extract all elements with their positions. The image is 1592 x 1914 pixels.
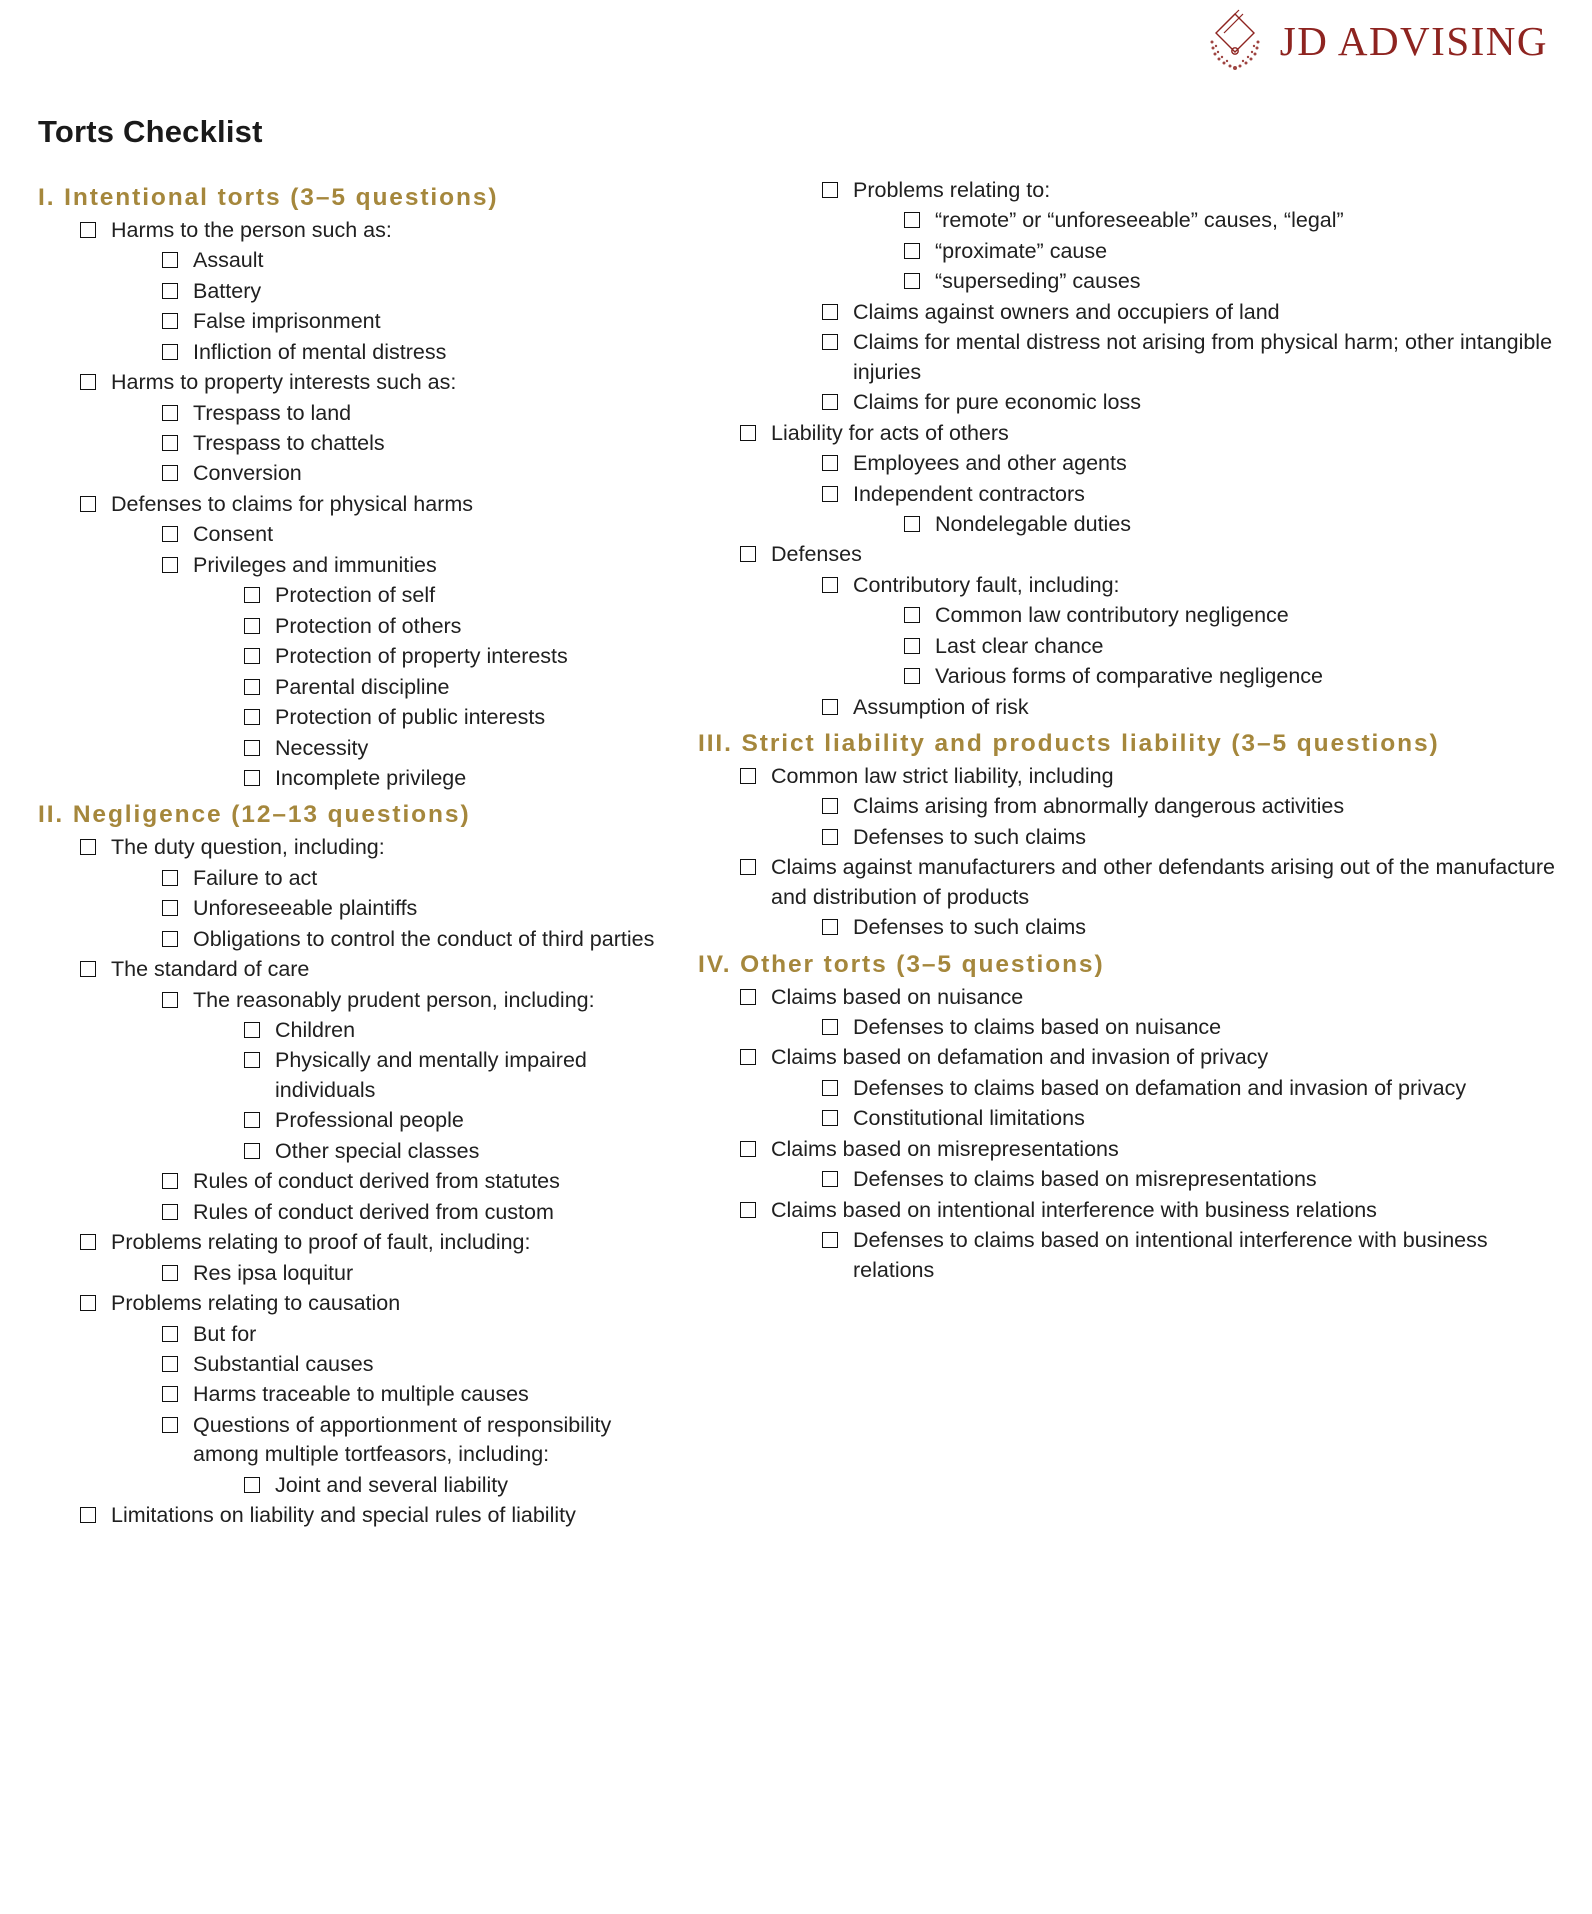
checkbox-unchecked-icon[interactable] bbox=[740, 1049, 756, 1065]
checkbox-unchecked-icon[interactable] bbox=[80, 496, 96, 512]
checkbox-unchecked-icon[interactable] bbox=[740, 425, 756, 441]
checklist-item[interactable] bbox=[822, 823, 1558, 852]
checklist-item[interactable] bbox=[244, 1016, 680, 1045]
checklist-item-label: Rules of conduct derived from statutes bbox=[193, 1169, 560, 1194]
checklist-item[interactable] bbox=[904, 632, 1558, 661]
checkbox-unchecked-icon[interactable] bbox=[162, 313, 178, 329]
checklist-item[interactable] bbox=[244, 642, 680, 671]
checklist-item-label: Defenses to claims for physical harms bbox=[111, 491, 474, 516]
checkbox-unchecked-icon[interactable] bbox=[162, 405, 178, 421]
checklist-item[interactable] bbox=[162, 307, 680, 336]
checklist-item[interactable] bbox=[80, 368, 680, 397]
checkbox-unchecked-icon[interactable] bbox=[80, 961, 96, 977]
checkbox-unchecked-icon[interactable] bbox=[244, 1477, 260, 1493]
checkbox-unchecked-icon[interactable] bbox=[162, 252, 178, 268]
checklist-item[interactable] bbox=[244, 764, 680, 793]
checklist-item[interactable] bbox=[822, 176, 1558, 205]
checkbox-unchecked-icon[interactable] bbox=[904, 243, 920, 259]
checklist-item[interactable] bbox=[80, 1228, 680, 1257]
checklist-item[interactable] bbox=[822, 1104, 1558, 1133]
checklist-item[interactable] bbox=[162, 429, 680, 458]
checkbox-unchecked-icon[interactable] bbox=[740, 989, 756, 1005]
checklist-item[interactable] bbox=[822, 298, 1558, 327]
checkbox-unchecked-icon[interactable] bbox=[244, 1143, 260, 1159]
checklist-item[interactable] bbox=[162, 1380, 680, 1409]
checklist-item-label: Trespass to chattels bbox=[193, 431, 385, 456]
checklist-item[interactable] bbox=[740, 983, 1558, 1012]
checkbox-unchecked-icon[interactable] bbox=[80, 222, 96, 238]
checklist-column-right bbox=[690, 176, 1592, 1286]
checklist-item[interactable] bbox=[244, 673, 680, 702]
checklist-item-label: Protection of property interests bbox=[275, 644, 568, 669]
checklist-item-label: Rules of conduct derived from custom bbox=[193, 1199, 554, 1224]
checkbox-unchecked-icon[interactable] bbox=[740, 1141, 756, 1157]
checkbox-unchecked-icon[interactable] bbox=[822, 1232, 838, 1248]
checklist-item-label: Questions of apportionment of responsibility among multiple tortfeasors, including: bbox=[193, 1412, 612, 1467]
checklist-item[interactable] bbox=[162, 925, 680, 954]
page-title: Torts Checklist bbox=[38, 114, 263, 149]
checklist-item[interactable] bbox=[822, 792, 1558, 821]
checklist-item-label: Claims based on intentional interference with business relations bbox=[771, 1197, 1377, 1222]
checklist-item-label: Claims based on misrepresentations bbox=[771, 1136, 1119, 1161]
checklist-item-label: Joint and several liability bbox=[275, 1472, 509, 1497]
checklist-item-label: Nondelegable duties bbox=[935, 511, 1132, 536]
checkbox-unchecked-icon[interactable] bbox=[162, 900, 178, 916]
checkbox-unchecked-icon[interactable] bbox=[244, 770, 260, 786]
checklist-item[interactable] bbox=[244, 1471, 680, 1500]
checkbox-unchecked-icon[interactable] bbox=[822, 394, 838, 410]
checklist-item-label: Defenses to claims based on defamation and invasion of privacy bbox=[853, 1075, 1467, 1100]
checklist-item[interactable] bbox=[244, 612, 680, 641]
checkbox-unchecked-icon[interactable] bbox=[162, 870, 178, 886]
checklist-item-label: “proximate” cause bbox=[935, 238, 1108, 263]
checklist-item[interactable] bbox=[822, 480, 1558, 509]
checklist-item-label: Infliction of mental distress bbox=[193, 339, 447, 364]
checklist-item-label: Protection of self bbox=[275, 583, 436, 608]
checkbox-unchecked-icon[interactable] bbox=[822, 1080, 838, 1096]
checklist-item[interactable] bbox=[740, 1135, 1558, 1164]
checklist-item-label: Battery bbox=[193, 278, 262, 303]
checklist-item[interactable] bbox=[740, 853, 1558, 912]
checkbox-unchecked-icon[interactable] bbox=[822, 334, 838, 350]
checklist-item-label: Employees and other agents bbox=[853, 451, 1127, 476]
checkbox-unchecked-icon[interactable] bbox=[822, 182, 838, 198]
checklist-item-label: Claims against owners and occupiers of land bbox=[853, 299, 1280, 324]
section-heading-ii-negligence-12-13-questions: II. Negligence (12–13 questions) bbox=[38, 801, 471, 829]
checklist-item-label: Failure to act bbox=[193, 865, 318, 890]
checklist-item-label: Assumption of risk bbox=[853, 694, 1029, 719]
checklist-item[interactable] bbox=[740, 419, 1558, 448]
checkbox-unchecked-icon[interactable] bbox=[244, 1022, 260, 1038]
checkbox-unchecked-icon[interactable] bbox=[162, 465, 178, 481]
checklist-item-label: “superseding” causes bbox=[935, 269, 1141, 294]
checklist-item-label: Common law contributory negligence bbox=[935, 603, 1289, 628]
checklist-item-label: Claims based on defamation and invasion of privacy bbox=[771, 1045, 1269, 1070]
checklist-item-label: Physically and mentally impaired individuals bbox=[275, 1048, 587, 1102]
checklist-item-label: Contributory fault, including: bbox=[853, 572, 1120, 597]
checklist-item-label: Defenses to claims based on misrepresentations bbox=[853, 1167, 1317, 1192]
section-heading-iv-other-torts-3-5-questions: IV. Other torts (3–5 questions) bbox=[698, 950, 1105, 978]
checkbox-unchecked-icon[interactable] bbox=[244, 587, 260, 603]
checklist-item[interactable] bbox=[162, 1259, 680, 1288]
checkbox-unchecked-icon[interactable] bbox=[904, 668, 920, 684]
checklist-item[interactable] bbox=[740, 762, 1558, 791]
checklist-item-label: Problems relating to causation bbox=[111, 1291, 401, 1316]
checklist-item-label: Claims for pure economic loss bbox=[853, 390, 1141, 415]
checklist-item[interactable] bbox=[822, 1013, 1558, 1042]
checklist-item[interactable] bbox=[904, 662, 1558, 691]
checkbox-unchecked-icon[interactable] bbox=[80, 1507, 96, 1523]
checklist-item[interactable] bbox=[162, 1411, 680, 1470]
checkbox-unchecked-icon[interactable] bbox=[822, 486, 838, 502]
checklist-item-label: Trespass to land bbox=[193, 400, 352, 425]
checklist-item[interactable] bbox=[80, 833, 680, 862]
checklist-item-label: The standard of care bbox=[111, 957, 310, 982]
checklist-item[interactable] bbox=[80, 1289, 680, 1318]
checklist-item[interactable] bbox=[162, 399, 680, 428]
checklist-item-label: False imprisonment bbox=[193, 309, 381, 334]
checklist-item-label: Res ipsa loquitur bbox=[193, 1260, 354, 1285]
checklist-item[interactable] bbox=[904, 206, 1558, 235]
checkbox-unchecked-icon[interactable] bbox=[904, 607, 920, 623]
checklist-item[interactable] bbox=[822, 693, 1558, 722]
checklist-item[interactable] bbox=[244, 581, 680, 610]
checklist-item-label: Independent contractors bbox=[853, 481, 1085, 506]
checkbox-unchecked-icon[interactable] bbox=[822, 798, 838, 814]
checklist-item[interactable] bbox=[904, 601, 1558, 630]
checkbox-unchecked-icon[interactable] bbox=[822, 1171, 838, 1187]
checklist-item[interactable] bbox=[162, 1350, 680, 1379]
checklist-item-label: Incomplete privilege bbox=[275, 766, 467, 790]
checkbox-unchecked-icon[interactable] bbox=[162, 435, 178, 451]
checklist-item[interactable] bbox=[162, 277, 680, 306]
checkbox-unchecked-icon[interactable] bbox=[904, 273, 920, 289]
checklist-item-label: Common law strict liability, including bbox=[771, 764, 1114, 788]
checklist-item[interactable] bbox=[244, 1046, 680, 1105]
checklist-item[interactable] bbox=[740, 540, 1558, 569]
checklist-item[interactable] bbox=[162, 1198, 680, 1227]
checklist-item-label: The reasonably prudent person, including: bbox=[193, 987, 595, 1012]
checklist-item-label: Defenses to claims based on nuisance bbox=[853, 1015, 1222, 1040]
checkbox-unchecked-icon[interactable] bbox=[904, 516, 920, 532]
checklist-item[interactable] bbox=[244, 1137, 680, 1166]
checklist-item-label: The duty question, including: bbox=[111, 835, 385, 860]
checklist-item[interactable] bbox=[904, 510, 1558, 539]
checklist-item-label: Harms to the person such as: bbox=[111, 217, 392, 242]
checklist-item[interactable] bbox=[162, 864, 680, 893]
checklist-item[interactable] bbox=[740, 1043, 1558, 1072]
checklist-columns bbox=[0, 176, 1592, 1532]
checklist-item[interactable] bbox=[822, 1074, 1558, 1103]
checkbox-unchecked-icon[interactable] bbox=[904, 212, 920, 228]
scroll-diamond-laurel-icon bbox=[1204, 8, 1266, 74]
checklist-item-label: Unforeseeable plaintiffs bbox=[193, 896, 418, 921]
checklist-item-label: Conversion bbox=[193, 461, 302, 486]
brand-wordmark: JD ADVISING bbox=[1279, 17, 1548, 64]
checklist-item[interactable] bbox=[822, 913, 1558, 942]
checklist-item-label: Other special classes bbox=[275, 1138, 480, 1163]
checkbox-unchecked-icon[interactable] bbox=[162, 1173, 178, 1189]
checkbox-unchecked-icon[interactable] bbox=[162, 1356, 178, 1372]
checklist-item[interactable] bbox=[162, 459, 680, 488]
checklist-item[interactable] bbox=[80, 955, 680, 984]
checkbox-unchecked-icon[interactable] bbox=[244, 679, 260, 695]
checkbox-unchecked-icon[interactable] bbox=[244, 709, 260, 725]
checkbox-unchecked-icon[interactable] bbox=[244, 618, 260, 634]
checklist-item[interactable] bbox=[822, 1165, 1558, 1194]
checklist-item[interactable] bbox=[162, 986, 680, 1015]
checklist-item-label: Defenses bbox=[771, 542, 862, 567]
checklist-item[interactable] bbox=[80, 1501, 680, 1530]
checkbox-unchecked-icon[interactable] bbox=[244, 740, 260, 756]
checkbox-unchecked-icon[interactable] bbox=[162, 992, 178, 1008]
checklist-item-label: Substantial causes bbox=[193, 1352, 374, 1376]
checklist-item[interactable] bbox=[244, 703, 680, 732]
checklist-item[interactable] bbox=[162, 1167, 680, 1196]
checklist-item-label: Assault bbox=[193, 248, 264, 273]
checkbox-unchecked-icon[interactable] bbox=[740, 546, 756, 562]
checkbox-unchecked-icon[interactable] bbox=[162, 557, 178, 573]
checkbox-unchecked-icon[interactable] bbox=[740, 859, 756, 875]
checklist-item-label: Children bbox=[275, 1018, 356, 1043]
checkbox-unchecked-icon[interactable] bbox=[740, 768, 756, 784]
checklist-item-label: Obligations to control the conduct of third parties bbox=[193, 926, 655, 951]
checklist-item-label: Problems relating to proof of fault, including: bbox=[111, 1230, 531, 1255]
checklist-item[interactable] bbox=[162, 338, 680, 367]
checklist-item-label: Professional people bbox=[275, 1108, 464, 1133]
checkbox-unchecked-icon[interactable] bbox=[80, 1295, 96, 1311]
checkbox-unchecked-icon[interactable] bbox=[822, 304, 838, 320]
checklist-column-left bbox=[0, 176, 690, 1532]
checklist-item[interactable] bbox=[162, 894, 680, 923]
checklist-item[interactable] bbox=[904, 237, 1558, 266]
checkbox-unchecked-icon[interactable] bbox=[162, 526, 178, 542]
checkbox-unchecked-icon[interactable] bbox=[162, 1386, 178, 1402]
checklist-item-label: Necessity bbox=[275, 735, 369, 760]
checklist-item-label: Defenses to claims based on intentional interference with business relations bbox=[853, 1228, 1488, 1282]
checkbox-unchecked-icon[interactable] bbox=[904, 638, 920, 654]
checklist-item[interactable] bbox=[162, 520, 680, 549]
checkbox-unchecked-icon[interactable] bbox=[822, 1019, 838, 1035]
checklist-item[interactable] bbox=[162, 246, 680, 275]
checklist-item-label: Parental discipline bbox=[275, 674, 450, 699]
checklist-item-label: But for bbox=[193, 1321, 257, 1346]
checklist-item-label: Last clear chance bbox=[935, 633, 1104, 658]
checklist-item-label: Defenses to such claims bbox=[853, 824, 1087, 849]
checkbox-unchecked-icon[interactable] bbox=[80, 374, 96, 390]
checklist-item-label: Harms to property interests such as: bbox=[111, 370, 457, 395]
checkbox-unchecked-icon[interactable] bbox=[162, 283, 178, 299]
page-header bbox=[0, 0, 1592, 92]
checkbox-unchecked-icon[interactable] bbox=[80, 839, 96, 855]
checkbox-unchecked-icon[interactable] bbox=[162, 931, 178, 947]
checklist-item-label: Constitutional limitations bbox=[853, 1106, 1085, 1131]
checklist-item-label: Claims arising from abnormally dangerous activities bbox=[853, 794, 1345, 819]
checklist-item-label: Consent bbox=[193, 522, 274, 547]
checkbox-unchecked-icon[interactable] bbox=[822, 829, 838, 845]
section-heading-iii-strict-liability-and-products-liability-3-5-: III. Strict liability and products liability (3–5 questions) bbox=[698, 730, 1440, 758]
checkbox-unchecked-icon[interactable] bbox=[162, 1204, 178, 1220]
checkbox-unchecked-icon[interactable] bbox=[162, 1417, 178, 1433]
checkbox-unchecked-icon[interactable] bbox=[822, 1110, 838, 1126]
checkbox-unchecked-icon[interactable] bbox=[162, 344, 178, 360]
checkbox-unchecked-icon[interactable] bbox=[740, 1202, 756, 1218]
checklist-item[interactable] bbox=[80, 490, 680, 519]
checkbox-unchecked-icon[interactable] bbox=[822, 919, 838, 935]
checklist-item-label: Claims based on nuisance bbox=[771, 984, 1024, 1009]
checklist-item-label: Protection of public interests bbox=[275, 705, 546, 730]
checklist-item[interactable] bbox=[822, 1226, 1558, 1285]
checkbox-unchecked-icon[interactable] bbox=[80, 1234, 96, 1250]
checkbox-unchecked-icon[interactable] bbox=[822, 699, 838, 715]
checklist-item-label: Claims against manufacturers and other defendants arising out of the manufacture and distribution of products bbox=[771, 855, 1556, 909]
checkbox-unchecked-icon[interactable] bbox=[822, 455, 838, 471]
checklist-item[interactable] bbox=[740, 1196, 1558, 1225]
checklist-item-label: Various forms of comparative negligence bbox=[935, 664, 1323, 689]
checklist-item[interactable] bbox=[244, 734, 680, 763]
checklist-item-label: Privileges and immunities bbox=[193, 552, 437, 577]
checklist-item[interactable] bbox=[822, 449, 1558, 478]
checklist-item-label: Protection of others bbox=[275, 613, 462, 638]
checklist-item-label: Harms traceable to multiple causes bbox=[193, 1382, 529, 1407]
checklist-item[interactable] bbox=[244, 1106, 680, 1135]
brand-logo bbox=[1204, 8, 1548, 74]
section-heading-i-intentional-torts-3-5-questions: I. Intentional torts (3–5 questions) bbox=[38, 184, 499, 211]
checklist-item-label: Problems relating to: bbox=[853, 178, 1051, 202]
checkbox-unchecked-icon[interactable] bbox=[822, 577, 838, 593]
checklist-item-label: “remote” or “unforeseeable” causes, “legal” bbox=[935, 208, 1344, 233]
checklist-item[interactable] bbox=[822, 328, 1558, 387]
checkbox-unchecked-icon[interactable] bbox=[162, 1326, 178, 1342]
checkbox-unchecked-icon[interactable] bbox=[244, 648, 260, 664]
checklist-item-label: Claims for mental distress not arising from physical harm; other intangible injuries bbox=[853, 330, 1553, 384]
checklist-item-label: Defenses to such claims bbox=[853, 915, 1087, 940]
checkbox-unchecked-icon[interactable] bbox=[244, 1112, 260, 1128]
checklist-item[interactable] bbox=[162, 1320, 680, 1349]
checklist-item[interactable] bbox=[822, 571, 1558, 600]
checklist-item-label: Liability for acts of others bbox=[771, 420, 1009, 445]
checklist-item[interactable] bbox=[822, 388, 1558, 417]
checklist-item[interactable] bbox=[162, 551, 680, 580]
checkbox-unchecked-icon[interactable] bbox=[162, 1265, 178, 1281]
checklist-item[interactable] bbox=[904, 267, 1558, 296]
checklist-item-label: Limitations on liability and special rules of liability bbox=[111, 1503, 576, 1528]
checklist-item[interactable] bbox=[80, 216, 680, 245]
checkbox-unchecked-icon[interactable] bbox=[244, 1052, 260, 1068]
